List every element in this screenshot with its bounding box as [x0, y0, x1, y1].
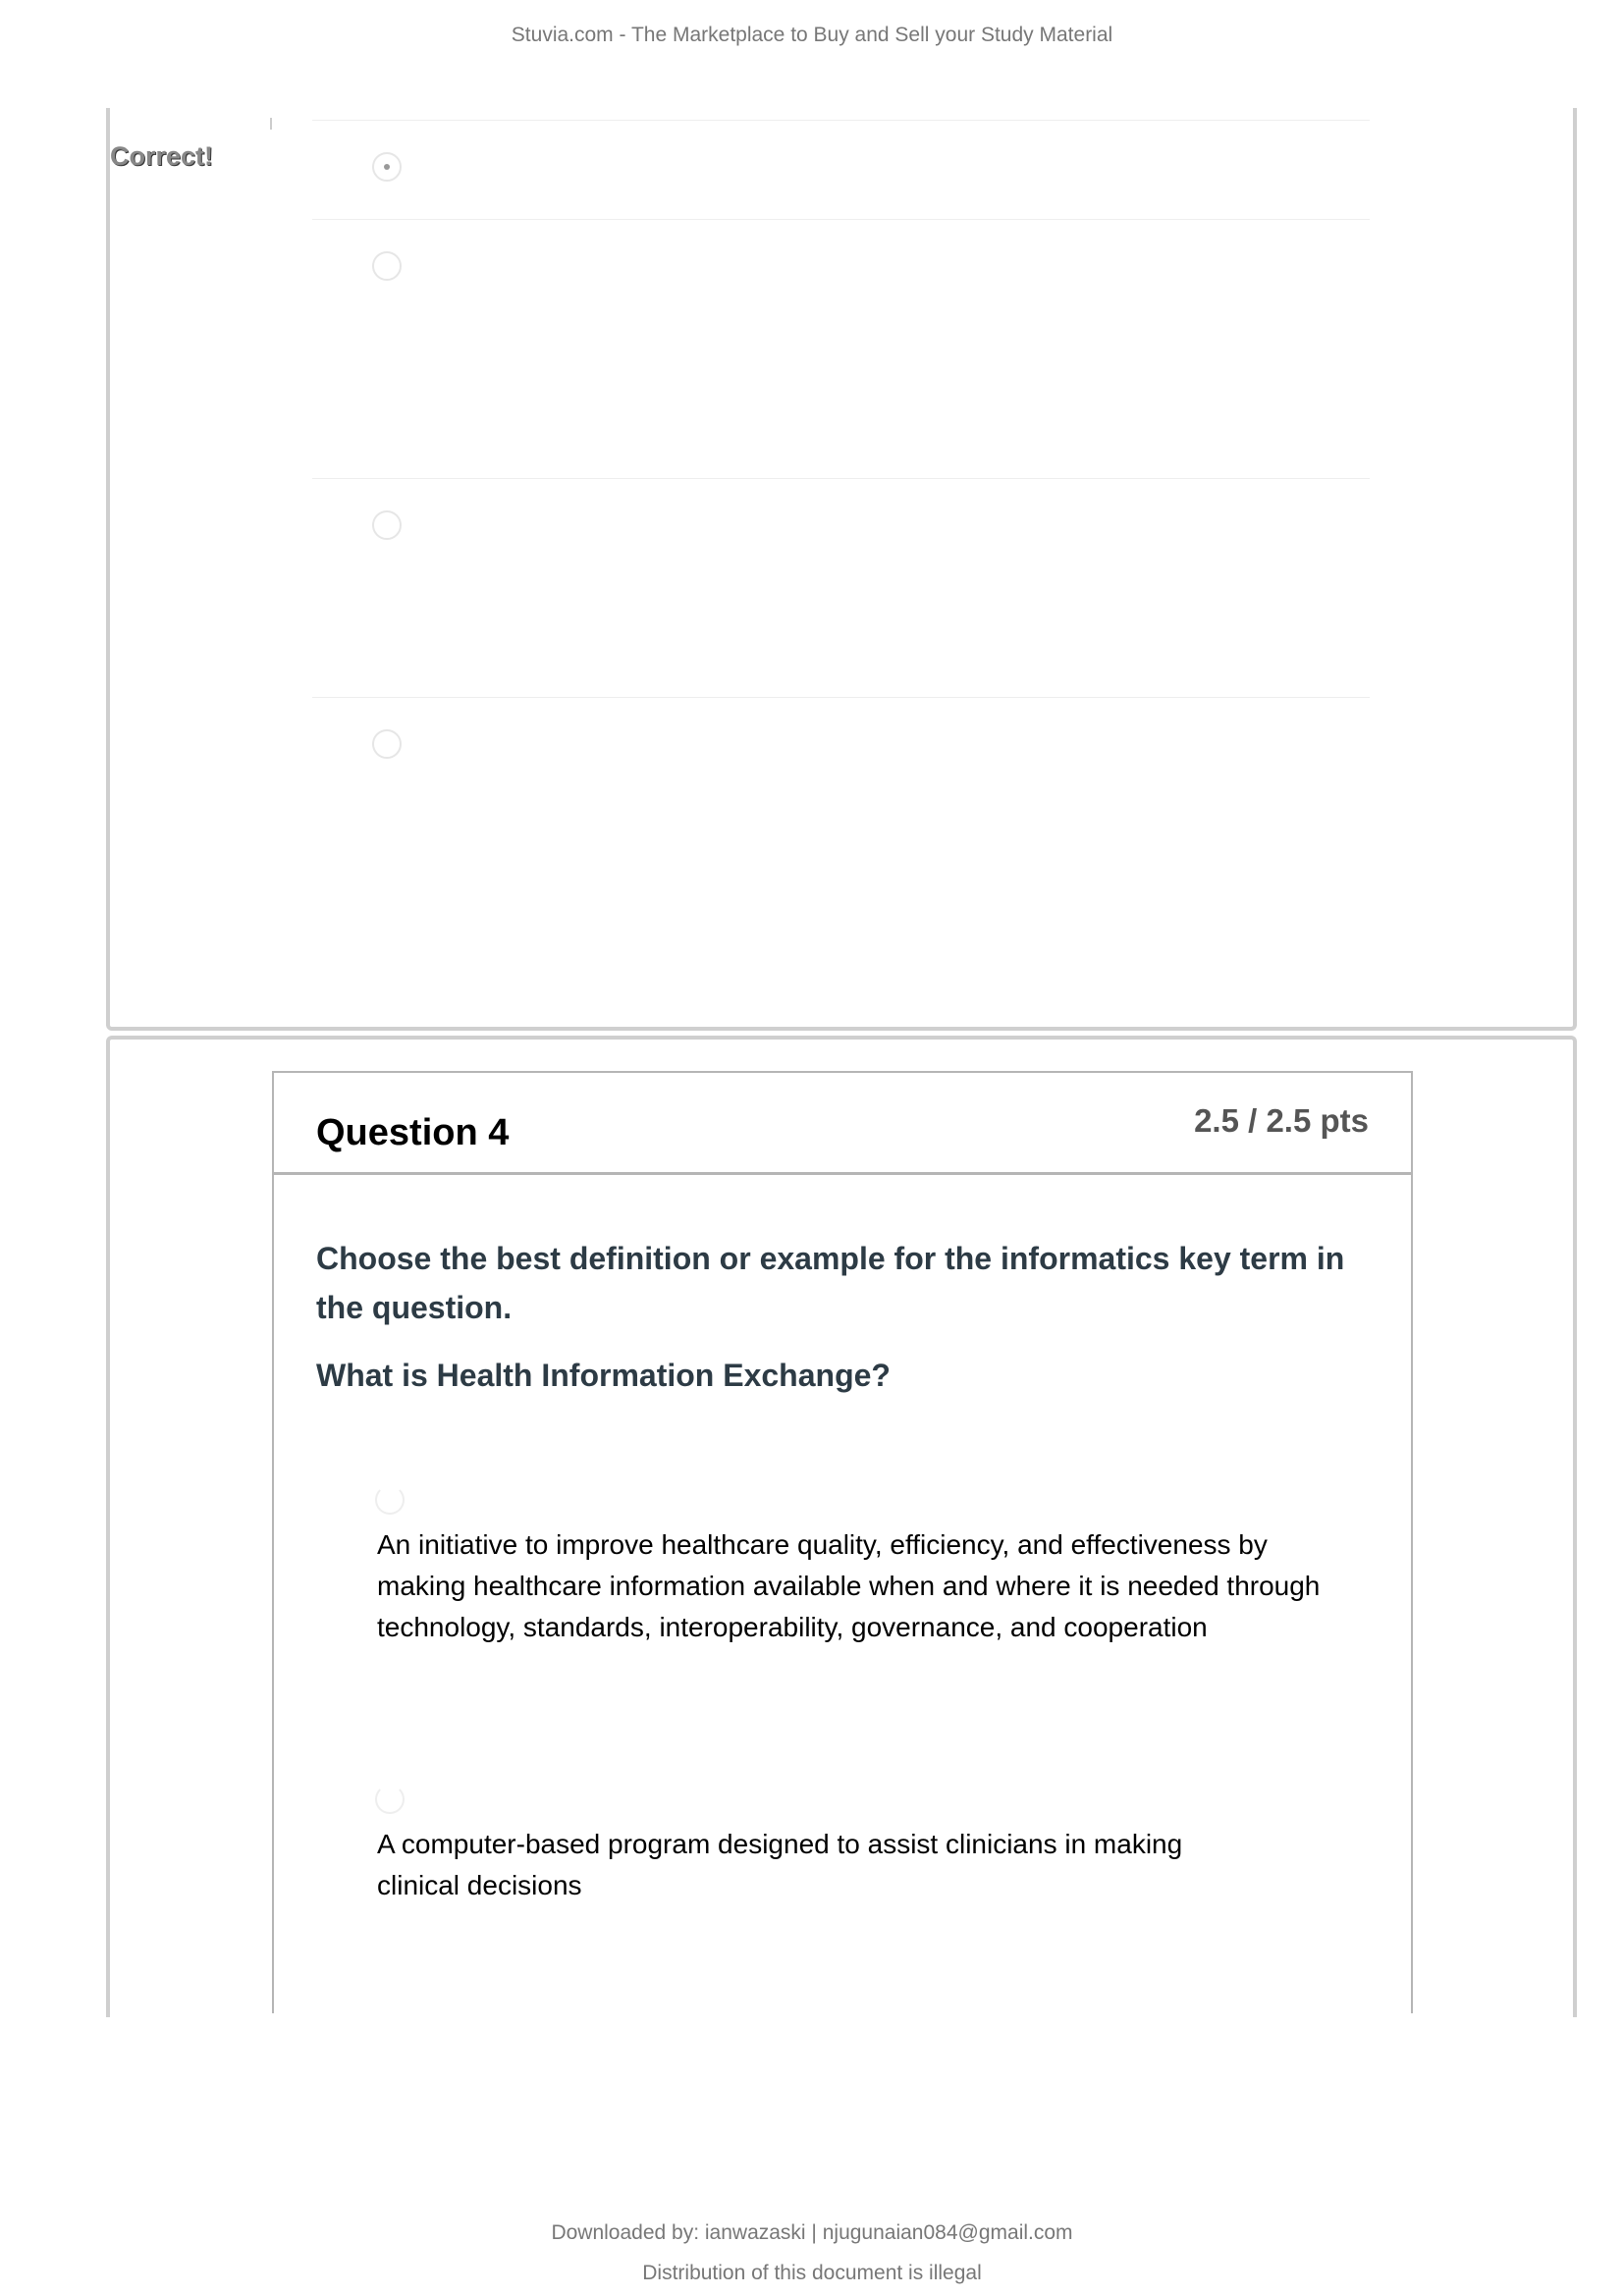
question-prompt: What is Health Information Exchange?	[316, 1358, 891, 1393]
option-radio[interactable]	[375, 1785, 405, 1814]
question-title: Question 4	[316, 1112, 510, 1153]
option-radio[interactable]	[375, 1485, 405, 1515]
divider	[312, 219, 1370, 220]
answer-radio[interactable]	[372, 729, 402, 759]
previous-question-card	[106, 108, 1577, 1031]
divider	[312, 697, 1370, 698]
question-header	[274, 1073, 1411, 1175]
divider	[312, 120, 1370, 121]
question-score: 2.5 / 2.5 pts	[1194, 1102, 1369, 1139]
divider	[270, 118, 272, 130]
correct-label: Correct!	[110, 137, 213, 176]
answer-radio[interactable]	[372, 510, 402, 540]
answer-radio[interactable]	[372, 251, 402, 281]
divider	[312, 478, 1370, 479]
page-header: Stuvia.com - The Marketplace to Buy and Sell your Study Material	[511, 24, 1113, 46]
option-text[interactable]: A computer-based program designed to assist clinicians in making clinical decisions	[377, 1829, 1183, 1900]
distribution-notice: Distribution of this document is illegal	[642, 2262, 982, 2284]
download-info: Downloaded by: ianwazaski | njugunaian084@gmail.com	[551, 2221, 1073, 2244]
option-text[interactable]: An initiative to improve healthcare quality, efficiency, and effectiveness by making healthcare information available when and where it is needed through technology, standards, interoperability, governance, and cooperation	[377, 1529, 1321, 1642]
question-instruction: Choose the best definition or example for the informatics key term in the question.	[316, 1241, 1345, 1325]
answer-radio-selected[interactable]	[372, 152, 402, 182]
